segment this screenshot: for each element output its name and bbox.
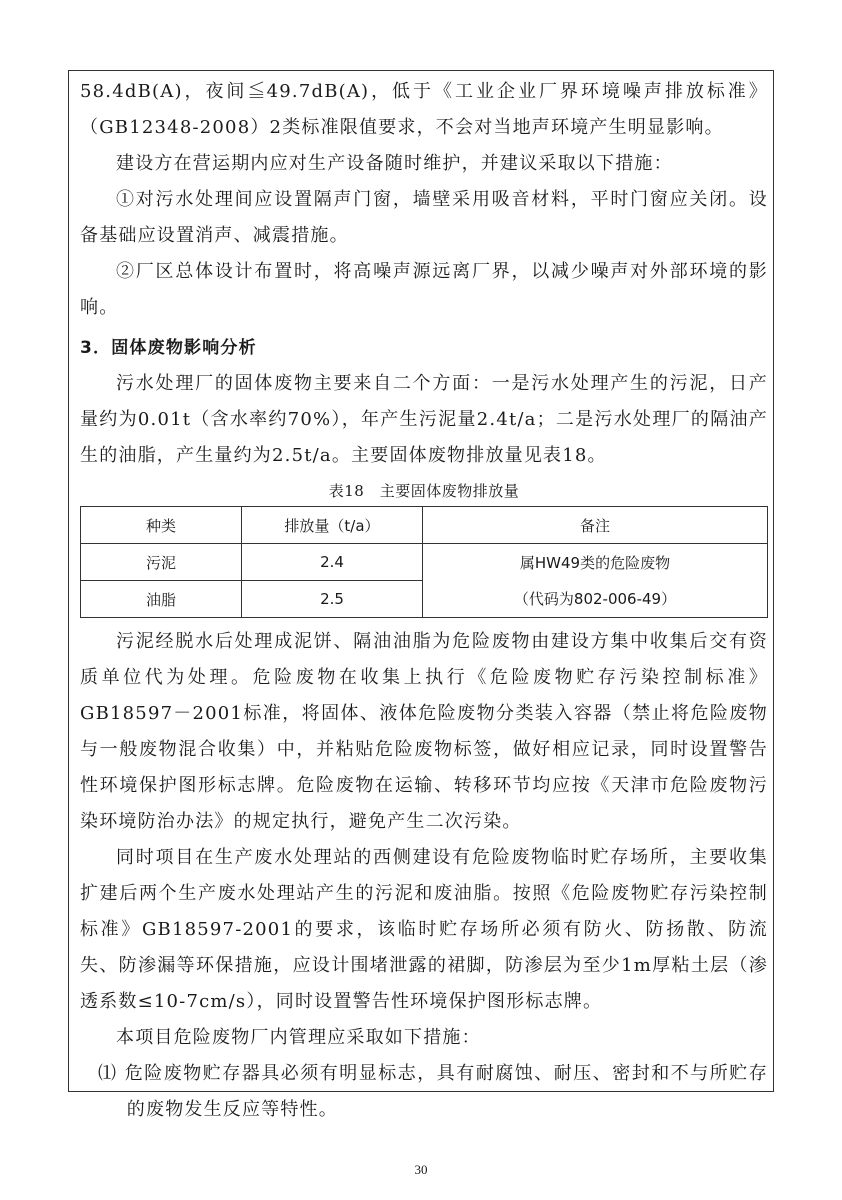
remark-line-2: （代码为802-006-49） xyxy=(513,589,677,608)
table-header-amount: 排放量（t/a） xyxy=(242,507,423,544)
paragraph-maintenance: 建设方在营运期内应对生产设备随时维护，并建议采取以下措施： xyxy=(116,153,673,174)
table-caption: 表18 主要固体废物排放量 xyxy=(328,482,520,500)
paragraph-hazardous-handling: 污泥经脱水后处理成泥饼、隔油油脂为危险废物由建设方集中收集后交有资质单位代为处理。危险废物在收集上执行《危险废物贮存污染控制标准》GB18597－2001标准，将固体、液体危险废物分类装入容器（禁止将危险废物与一般废物混合收集）中，并粘贴危险废物标签，做好相应记录，同时设置警告性环境保护图形标志牌。危险废物在运输、转移环节均应按《天津市危险废物污染环境防治办法》的规定执行，避免产生二次污染。 xyxy=(80,631,768,832)
section-heading: 3．固体废物影响分析 xyxy=(80,338,257,358)
table-cell-remark xyxy=(423,544,768,618)
list-item: ⑴ 危险废物贮存器具必须有明显标志，具有耐腐蚀、耐压、密封和不与所贮存的废物发生反应等特性。 xyxy=(98,1063,768,1120)
table-cell-type: 油脂 xyxy=(81,581,242,618)
paragraph-temporary-storage: 同时项目在生产废水处理站的西侧建设有危险废物临时贮存场所，主要收集扩建后两个生产废水处理站产生的污泥和废油脂。按照《危险废物贮存污染控制标准》GB18597-2001的要求，该临时贮存场所必须有防火、防扬散、防流失、防渗漏等环保措施，应设计围堵泄露的裙脚，防渗层为至少1m厚粘土层（渗透系数≤10-7cm/s），同时设置警告性环境保护图形标志牌。 xyxy=(80,847,768,1012)
paragraph-noise-result: 58.4dB(A)，夜间≦49.7dB(A)，低于《工业企业厂界环境噪声排放标准》（GB12348-2008）2类标准限值要求，不会对当地声环境产生明显影响。 xyxy=(80,81,768,138)
document-body xyxy=(80,74,768,1128)
table-header-type: 种类 xyxy=(81,507,242,544)
page-number: 30 xyxy=(414,1162,428,1177)
remark-line-1: 属HW49类的危险废物 xyxy=(519,553,671,572)
table-cell-amount: 2.5 xyxy=(242,581,423,618)
table-cell-amount: 2.4 xyxy=(242,544,423,581)
paragraph-management-intro: 本项目危险废物厂内管理应采取如下措施： xyxy=(116,1027,481,1048)
table-header-remark: 备注 xyxy=(423,507,768,544)
paragraph-measure-layout: ②厂区总体设计布置时，将高噪声源远离厂界，以减少噪声对外部环境的影响。 xyxy=(80,261,768,318)
waste-table xyxy=(80,506,768,618)
paragraph-measure-soundproof: ①对污水处理间应设置隔声门窗，墙壁采用吸音材料，平时门窗应关闭。设备基础应设置消声、减震措施。 xyxy=(80,189,768,246)
table-cell-type: 污泥 xyxy=(81,544,242,581)
table-row xyxy=(81,544,768,581)
paragraph-waste-intro: 污水处理厂的固体废物主要来自二个方面：一是污水处理产生的污泥，日产量约为0.01t（含水率约70%），年产生污泥量2.4t/a；二是污水处理厂的隔油产生的油脂，产生量约为2.5t/a。主要固体废物排放量见表18。 xyxy=(80,373,768,466)
table-header-row xyxy=(81,507,768,544)
